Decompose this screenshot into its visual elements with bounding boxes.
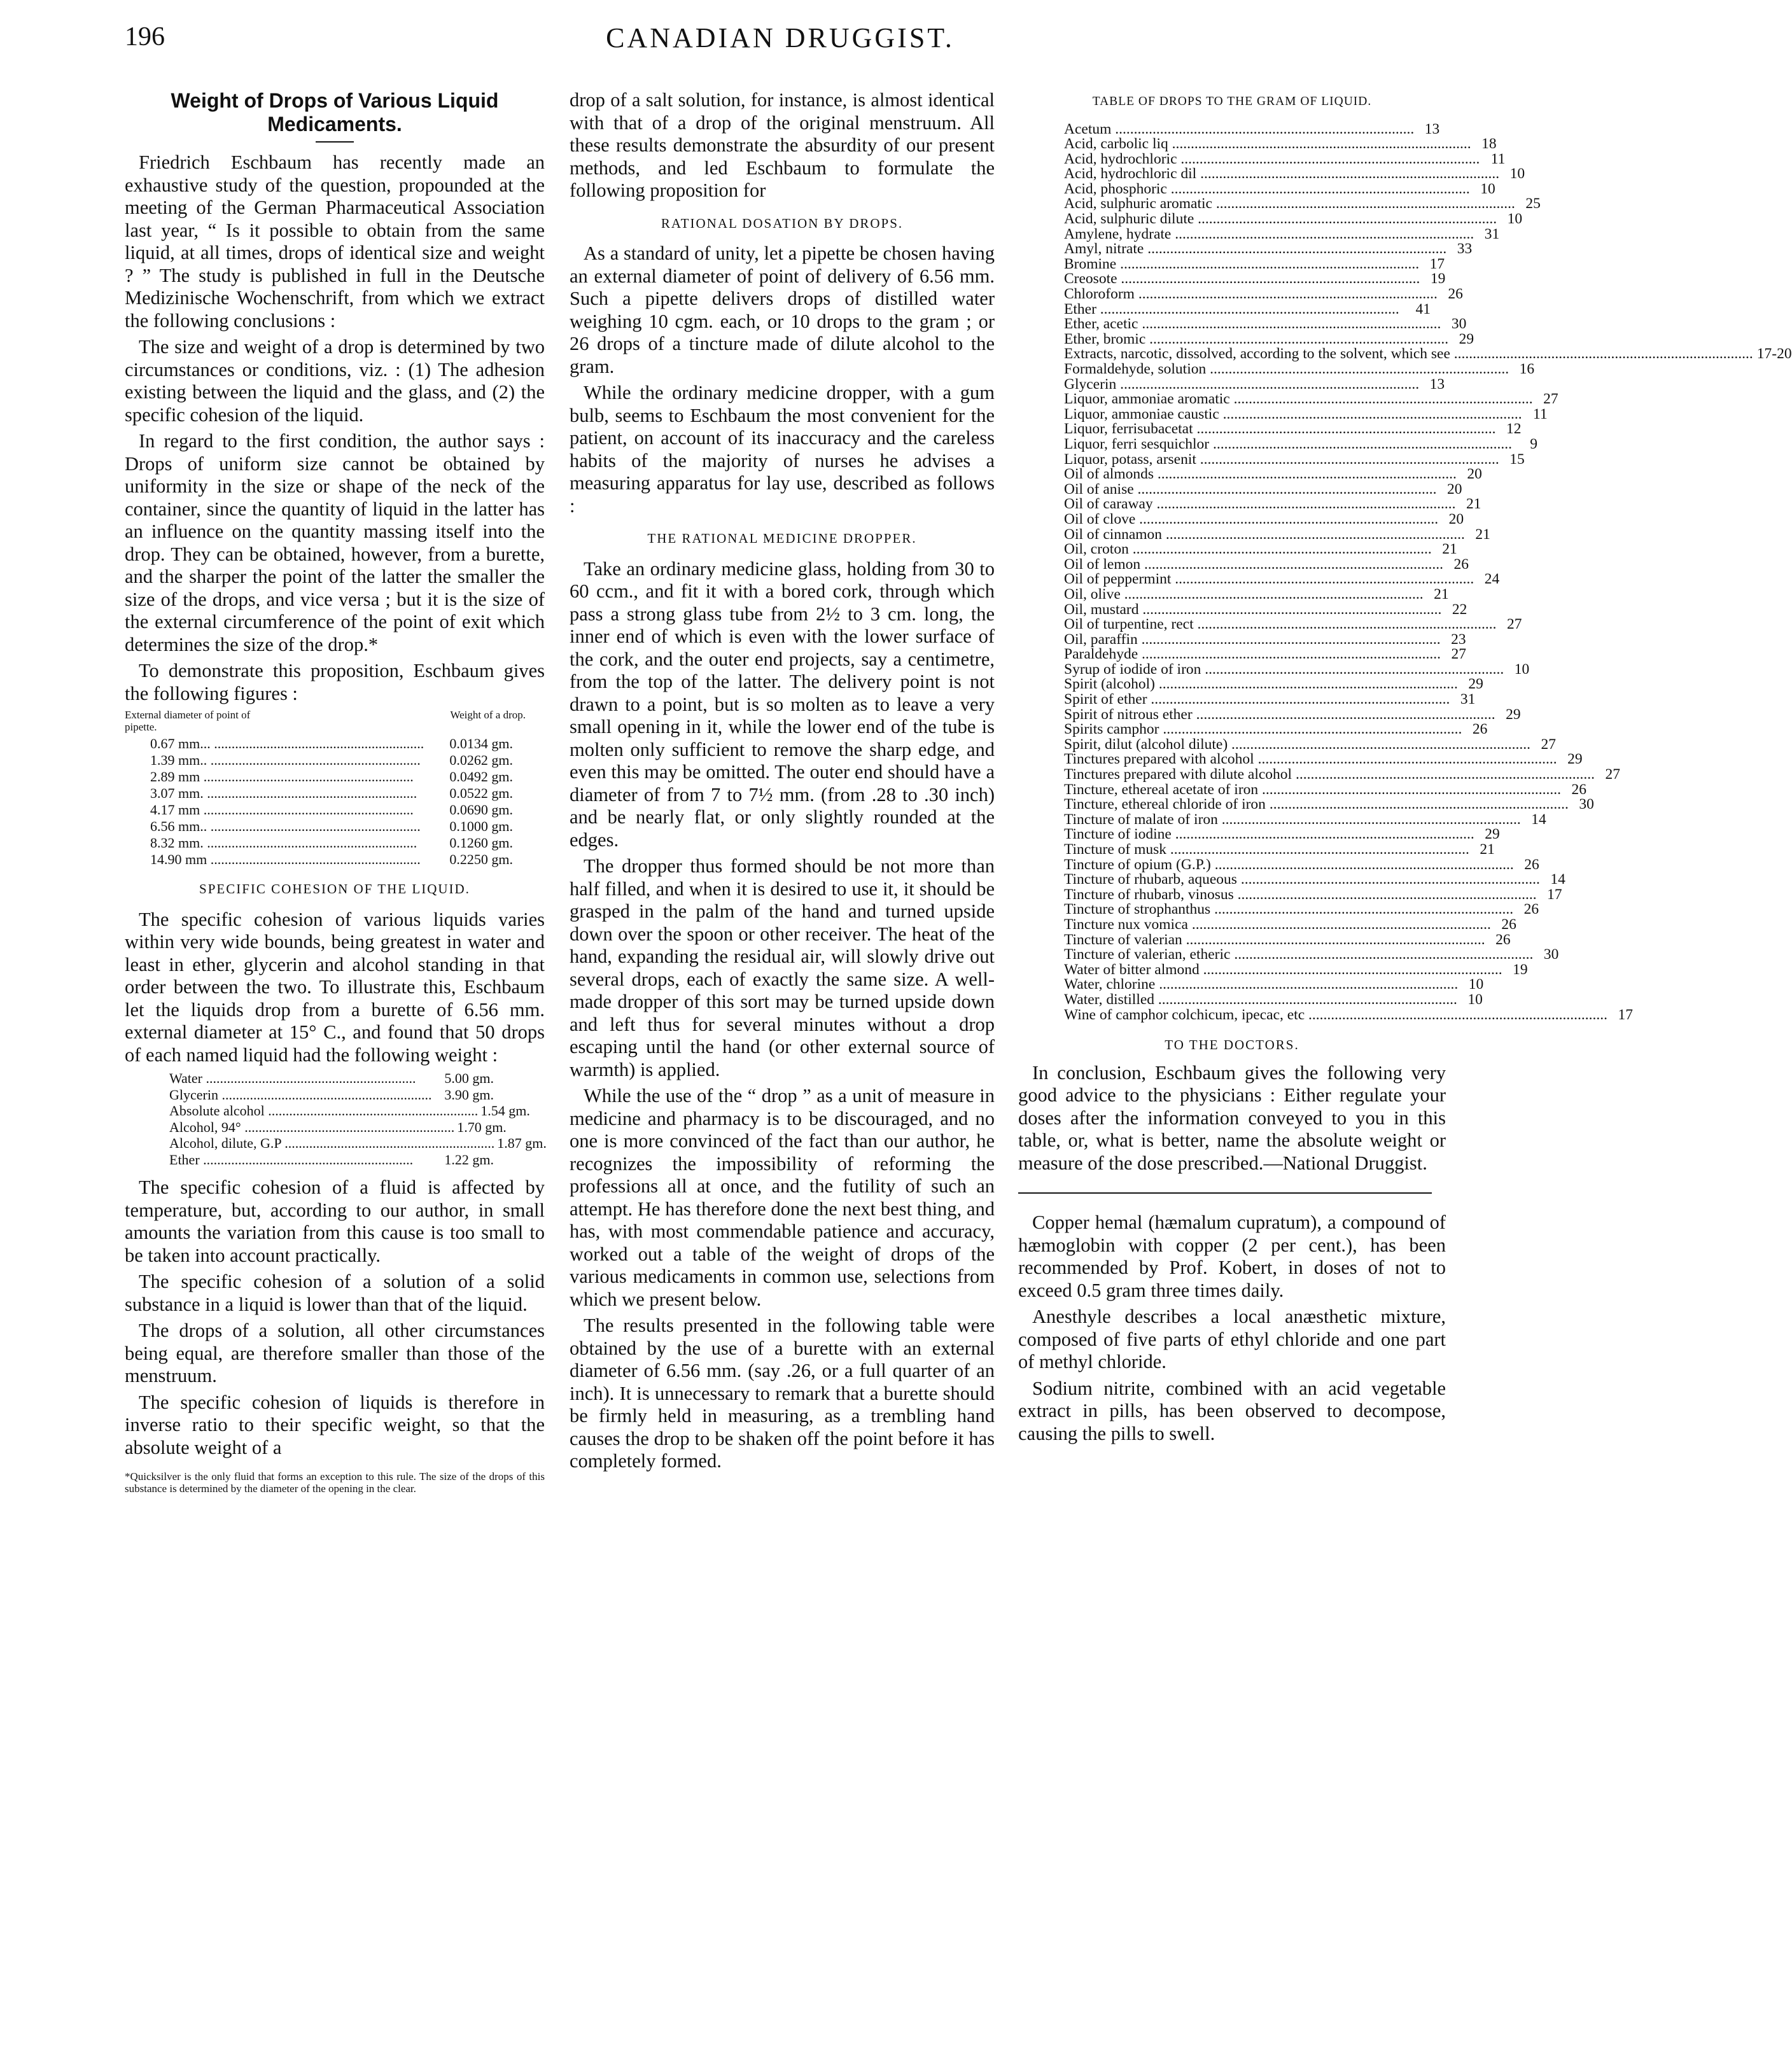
weight-cell: 1.54 gm.: [480, 1103, 530, 1119]
diameter-table-header: [125, 709, 545, 733]
medicament-cell: Creosote .....: [1064, 272, 1420, 287]
medicament-cell: Liquor, ferri sesquichlor .....: [1064, 437, 1512, 452]
weight-cell: 1.22 gm.: [444, 1151, 494, 1168]
paragraph: The dropper thus formed should be not more than half filled, and when it is desired to use it, it should be grasped in the palm of the hand and turned upside down over the spoon or other receiver. The heat of the hand, expanding the residual air, will slowly drive out several drops, each of exactly the same size. A well-made dropper of this sort may be turned upside down and left thus for several minutes without a drop escaping until the hand (or other external source of warmth) is applied.: [570, 855, 995, 1080]
medicament-cell: Spirit (alcohol) .....: [1064, 677, 1458, 692]
medicament-cell: Oil of peppermint .....: [1064, 572, 1474, 587]
weight-cell: 0.0522 gm.: [449, 785, 513, 801]
medicament-cell: Oil of almonds .....: [1064, 467, 1457, 482]
paragraph: In regard to the first condition, the author says : Drops of uniform size cannot be obtained by uniformity in the size or shape of the neck of the container, since the quantity of liquid in the latter has an influence on the quantity massing itself into the drop. They can be obtained, however, from a burette, and the sharper the point of the latter the smaller the size of the drops, and vice versa ; but it is the size of the external circumference of the point of exit which determines the size of the drop.*: [125, 430, 545, 655]
column-1: [125, 89, 545, 1495]
diameter-cell: 0.67 mm... .....: [150, 736, 447, 752]
table-row: [1064, 886, 1562, 903]
paragraph: The results presented in the following table were obtained by the use of a burette with an external diameter of 6.56 mm. (say .26, or a full quarter of an inch). It is unnecessary to remark that a burette should be firmly held in measuring, as a trembling hand causes the drop to be shaken off the point before it has completely formed.: [570, 1315, 995, 1472]
medicament-cell: Tinctures prepared with dilute alcohol .....: [1064, 767, 1595, 783]
medicament-cell: Tincture of musk .....: [1064, 842, 1469, 858]
liquid-weight-table: [125, 1070, 545, 1168]
table-row: [125, 835, 545, 851]
medicament-cell: Chloroform .....: [1064, 287, 1438, 302]
paragraph: The specific cohesion of a fluid is affected by temperature, but, according to our author, in small amounts the variation from this cause is too small to be taken into account practically.: [125, 1176, 545, 1266]
table-row: [1064, 931, 1511, 948]
drops-cell: 30: [1579, 796, 1594, 813]
table-row: [125, 736, 545, 752]
drops-cell: 30: [1543, 946, 1559, 963]
medicament-cell: Acid, hydrochloric .....: [1064, 152, 1480, 167]
drops-cell: 10: [1509, 165, 1525, 183]
drops-cell: 33: [1457, 241, 1473, 258]
table-row: [1064, 435, 1537, 452]
weight-cell: 1.87 gm.: [497, 1135, 547, 1151]
drops-cell: 26: [1571, 781, 1587, 798]
drops-cell: 20: [1467, 466, 1482, 483]
drops-cell: 29: [1468, 676, 1483, 693]
medicament-cell: Syrup of iodide of iron .....: [1064, 662, 1504, 678]
medicament-cell: Acid, carbolic liq .....: [1064, 137, 1471, 152]
table-row: [1064, 676, 1483, 693]
paragraph: Friedrich Eschbaum has recently made an exhaustive study of the question, propounded at the meeting of the German Pharmaceutical Association last year, “ Is it possible to obtain from the same liquid, at all times, drops of identical size and weight ? ” The study is published in full in the Deutsche Medizinische Wochenschrift, from which we extract the following conclusions :: [125, 151, 545, 332]
drops-cell: 27: [1506, 616, 1522, 633]
medicament-cell: Oil of lemon .....: [1064, 557, 1443, 573]
drops-cell: 27: [1541, 736, 1557, 753]
table-row: [1064, 555, 1469, 573]
diameter-column-header: External diameter of point of pipette.: [125, 709, 251, 733]
drops-cell: 15: [1509, 450, 1525, 468]
drops-cell: 21: [1466, 496, 1481, 513]
table-row: [1064, 571, 1500, 588]
section-heading: THE RATIONAL MEDICINE DROPPER.: [647, 531, 917, 546]
table-row: [1064, 585, 1449, 603]
weight-cell: 0.2250 gm.: [449, 851, 513, 867]
medicament-cell: Glycerin .....: [1064, 377, 1419, 393]
medicament-cell: Acid, phosphoric .....: [1064, 182, 1470, 197]
medicament-cell: Ether, bromic .....: [1064, 332, 1448, 347]
diameter-cell: 2.89 mm .....: [150, 769, 447, 785]
drops-cell: 19: [1513, 961, 1528, 978]
medicament-cell: Water of bitter almond .....: [1064, 963, 1502, 978]
paragraph: The drops of a solution, all other circumstances being equal, are therefore smaller than those of the menstruum.: [125, 1320, 545, 1386]
table-row: [1064, 391, 1558, 408]
medicament-cell: Acid, hydrochloric dil .....: [1064, 167, 1499, 182]
table-row: [1064, 165, 1525, 183]
drops-cell: 14: [1531, 811, 1546, 828]
table-row: [125, 769, 545, 785]
drops-cell: 26: [1448, 286, 1463, 303]
medicament-cell: Tincture of strophanthus .....: [1064, 902, 1513, 918]
table-row: [125, 802, 545, 818]
drops-cell: 16: [1519, 361, 1535, 377]
paragraph: While the ordinary medicine dropper, with a gum bulb, seems to Eschbaum the most convenient for the patient, on account of its inaccuracy and the careless habits of the majority of nurses he advises a measuring apparatus for lay use, described as follows :: [570, 382, 995, 517]
paragraph: The size and weight of a drop is determined by two circumstances or conditions, viz. : (1) The adhesion existing between the liquid and the glass, and (2) the specific cohesion of the liquid.: [125, 336, 545, 426]
paragraph: In conclusion, Eschbaum gives the following very good advice to the physicians : Either regulate your doses after the information conveyed to you in this table, or, what is better, name the absolute weight or measure of the dose prescribed.—National Druggist.: [1018, 1061, 1446, 1174]
drops-cell: 24: [1484, 571, 1500, 588]
medicament-cell: Spirit of nitrous ether .....: [1064, 708, 1495, 723]
drops-cell: 26: [1501, 916, 1516, 933]
footnote: *Quicksilver is the only fluid that forms an exception to this rule. The size of the drops of this substance is determined by the diameter of the opening in the clear.: [125, 1470, 545, 1495]
drops-cell: 10: [1514, 660, 1530, 678]
drops-cell: 10: [1467, 991, 1483, 1008]
table-row: [125, 1135, 545, 1152]
medicament-cell: Oil, mustard .....: [1064, 603, 1441, 618]
weight-cell: 0.0262 gm.: [449, 752, 513, 768]
drops-cell: 10: [1468, 976, 1484, 993]
medicament-cell: Tincture of valerian .....: [1064, 933, 1485, 948]
page-header: [125, 22, 1436, 66]
diameter-cell: 4.17 mm .....: [150, 802, 447, 818]
diameter-cell: 14.90 mm .....: [150, 851, 447, 868]
diameter-cell: 6.56 mm.. .....: [150, 818, 447, 835]
table-row: [1064, 421, 1522, 438]
drops-cell: 21: [1480, 841, 1495, 858]
liquid-cell: Water .....: [169, 1070, 442, 1087]
drops-cell: 26: [1453, 555, 1469, 573]
medicament-cell: Liquor, ammoniae aromatic .....: [1064, 392, 1533, 407]
table-row: [1064, 375, 1445, 393]
table-row: [1064, 466, 1482, 483]
table-row: [1064, 946, 1559, 963]
weight-cell: 0.0492 gm.: [449, 769, 513, 785]
diameter-cell: 8.32 mm. .....: [150, 835, 447, 851]
medicament-cell: Amylene, hydrate .....: [1064, 227, 1474, 242]
drops-cell: 10: [1480, 180, 1495, 197]
drops-cell: 31: [1460, 691, 1476, 708]
table-row: [1064, 195, 1541, 213]
weight-cell: 0.0690 gm.: [449, 802, 513, 818]
table-row: [1064, 646, 1467, 663]
column-2: [570, 89, 995, 1477]
diameter-cell: 1.39 mm.. .....: [150, 752, 447, 769]
section-heading: SPECIFIC COHESION OF THE LIQUID.: [199, 881, 470, 897]
medicament-cell: Spirit of ether .....: [1064, 692, 1450, 708]
drops-cell: 12: [1506, 421, 1522, 438]
table-row: [1064, 826, 1500, 843]
table-row: [125, 818, 545, 835]
medicament-cell: Tincture of rhubarb, aqueous .....: [1064, 872, 1540, 888]
section-heading: TO THE DOCTORS.: [1165, 1037, 1299, 1053]
table-row: [1064, 601, 1467, 618]
table-row: [1064, 361, 1535, 377]
table-row: [1064, 450, 1525, 468]
table-row: [1064, 991, 1483, 1008]
liquid-cell: Alcohol, dilute, G.P .....: [169, 1135, 494, 1152]
running-title: CANADIAN DRUGGIST.: [606, 22, 955, 53]
medicament-cell: Tincture of rhubarb, vinosus .....: [1064, 888, 1537, 903]
drops-cell: 41: [1415, 300, 1431, 318]
medicament-cell: Acid, sulphuric aromatic .....: [1064, 197, 1515, 212]
diameter-weight-table: [125, 709, 545, 868]
table-row: [1064, 856, 1539, 873]
medicament-cell: Tincture of opium (G.P.) .....: [1064, 858, 1514, 873]
medicament-cell: Spirit, dilut (alcohol dilute) .....: [1064, 737, 1530, 753]
drops-cell: 17-20: [1756, 345, 1792, 363]
table-row: [1064, 255, 1445, 272]
drops-cell: 21: [1434, 585, 1449, 603]
medicament-cell: Tincture nux vomica .....: [1064, 918, 1491, 933]
medicament-cell: Amyl, nitrate .....: [1064, 242, 1446, 257]
table-row: [1064, 330, 1474, 347]
liquid-cell: Absolute alcohol .....: [169, 1103, 478, 1119]
drops-cell: 25: [1525, 195, 1541, 213]
table-row: [1064, 811, 1546, 828]
table-row: [1064, 706, 1521, 723]
weight-cell: 3.90 gm.: [444, 1086, 494, 1103]
medicament-cell: Acetum .....: [1064, 122, 1414, 137]
title-rule: [316, 141, 354, 143]
drops-cell: 20: [1448, 510, 1464, 527]
drops-cell: 11: [1533, 405, 1548, 422]
table-row: [1064, 496, 1481, 513]
medicament-cell: Liquor, potass, arsenit .....: [1064, 452, 1499, 468]
drops-cell: 29: [1485, 826, 1500, 843]
article-title: Weight of Drops of Various Liquid Medicaments.: [171, 89, 499, 136]
drops-cell: 27: [1605, 766, 1620, 783]
drops-cell: 19: [1430, 270, 1446, 288]
medicament-cell: Tincture of malate of iron .....: [1064, 813, 1521, 828]
note-paragraph: Copper hemal (hæmalum cupratum), a compound of hæmoglobin with copper (2 per cent.), has been recommended by Prof. Kobert, in doses of not to exceed 0.5 gram three times daily.: [1018, 1211, 1446, 1301]
weight-cell: 0.0134 gm.: [449, 736, 513, 751]
drops-cell: 17: [1429, 255, 1445, 272]
weight-cell: 0.1260 gm.: [449, 835, 513, 851]
drops-cell: 18: [1481, 136, 1497, 153]
medicament-cell: Tincture, ethereal chloride of iron .....: [1064, 797, 1569, 813]
weight-cell: 1.70 gm.: [457, 1119, 507, 1135]
table-row: [1064, 211, 1523, 228]
drops-cell: 17: [1618, 1006, 1634, 1023]
table-row: [1064, 510, 1464, 527]
drops-cell: 11: [1490, 150, 1506, 167]
medicament-cell: Ether .....: [1064, 302, 1405, 318]
drops-cell: 22: [1452, 601, 1467, 618]
table-row: [125, 752, 545, 769]
table-row: [1064, 841, 1495, 858]
medicament-cell: Oil of cinnamon .....: [1064, 527, 1465, 543]
paragraph: While the use of the “ drop ” as a unit of measure in medicine and pharmacy is to be discouraged, and no one is more convinced of the fact than our author, he recognizes the impossibility of reforming the professions all at once, and the futility of such an attempt. He has therefore done the next best thing, and has, with most commendable patience and accuracy, worked out a table of the weight of drops of the various medicaments in common use, selections from which we present below.: [570, 1085, 995, 1310]
drops-cell: 20: [1447, 480, 1462, 498]
drops-cell: 30: [1451, 316, 1467, 333]
table-row: [1064, 302, 1431, 318]
table-row: [1064, 796, 1594, 813]
weight-cell: 5.00 gm.: [444, 1070, 494, 1086]
medicament-cell: Oil of caraway .....: [1064, 497, 1456, 512]
drops-cell: 29: [1506, 706, 1521, 723]
medicament-cell: Water, distilled .....: [1064, 993, 1457, 1008]
table-row: [125, 1119, 545, 1136]
table-row: [1064, 901, 1539, 918]
table-row: [1064, 241, 1473, 258]
table-row: [1064, 766, 1620, 783]
drops-table-title: TABLE OF DROPS TO THE GRAM OF LIQUID.: [1092, 95, 1372, 108]
medicament-cell: Tincture of iodine .....: [1064, 827, 1474, 842]
medicament-cell: Oil, paraffin .....: [1064, 632, 1441, 648]
medicament-cell: Acid, sulphuric dilute .....: [1064, 212, 1497, 227]
medicament-cell: Wine of camphor colchicum, ipecac, etc .....: [1064, 1008, 1607, 1023]
table-row: [125, 851, 545, 868]
medicament-cell: Oil, croton .....: [1064, 542, 1432, 557]
drops-cell: 17: [1547, 886, 1562, 903]
table-row: [1064, 976, 1484, 993]
table-row: [1064, 660, 1530, 678]
table-row: [125, 1103, 545, 1119]
medicament-cell: Oil of anise .....: [1064, 482, 1437, 498]
paragraph: Take an ordinary medicine glass, holding from 30 to 60 ccm., and fit it with a bored cork, through which pass a strong glass tube from 2½ to 3 cm. long, the inner end of which is even with the lower surface of the cork, and the outer end projects, say a centimetre, from the top of the latter. The delivery point is not drawn to a point, but is so molten as to leave a very small opening in it, while the lower end of the tube is molten only sufficient to remove the sharp edge, and even this may be omitted. The outer end should have a diameter of from 7 to 7½ mm. (from .28 to .30 inch) and be nearly flat, or only slightly rounded at the edges.: [570, 557, 995, 851]
liquid-cell: Ether .....: [169, 1152, 442, 1168]
table-row: [1064, 225, 1500, 242]
table-row: [125, 1152, 545, 1168]
drops-cell: 29: [1567, 751, 1583, 768]
medicament-cell: Ether, acetic .....: [1064, 317, 1441, 332]
drops-cell: 10: [1507, 211, 1523, 228]
medicament-cell: Extracts, narcotic, dissolved, according to the solvent, which see .....: [1064, 347, 1753, 362]
drops-cell: 29: [1459, 330, 1474, 347]
drops-table: [1018, 120, 1792, 1023]
table-row: [125, 1087, 545, 1103]
table-row: [1064, 150, 1506, 167]
drops-cell: 13: [1429, 375, 1445, 393]
table-row: [1064, 345, 1792, 363]
drops-cell: 26: [1472, 721, 1488, 738]
drops-cell: 31: [1484, 225, 1500, 242]
medicament-cell: Spirits camphor .....: [1064, 722, 1462, 737]
table-row: [1064, 480, 1462, 498]
weight-column-header: Weight of a drop.: [450, 709, 526, 721]
table-row: [1064, 270, 1446, 288]
drops-cell: 26: [1524, 856, 1539, 873]
table-row: [1064, 631, 1466, 648]
paragraph: The specific cohesion of various liquids varies within very wide bounds, being greatest in water and least in ether, glycerin and alcohol standing in that order between the two. To illustrate this, Eschbaum let the liquids drop from a burette of 6.56 mm. external diameter at 15° C., and found that 50 drops of each named liquid had the following weight :: [125, 908, 545, 1066]
page-number: 196: [125, 22, 165, 52]
drops-cell: 14: [1550, 871, 1565, 888]
drops-cell: 21: [1442, 541, 1457, 558]
table-row: [1064, 871, 1565, 888]
section-heading: RATIONAL DOSATION BY DROPS.: [661, 215, 904, 231]
table-row: [1064, 180, 1495, 197]
liquid-cell: Glycerin .....: [169, 1087, 442, 1103]
drops-cell: 9: [1530, 435, 1537, 452]
paragraph: The specific cohesion of a solution of a solid substance in a liquid is lower than that of the liquid.: [125, 1271, 545, 1315]
drops-cell: 26: [1523, 901, 1539, 918]
drops-cell: 23: [1451, 631, 1466, 648]
table-row: [1064, 120, 1440, 137]
table-row: [1064, 405, 1548, 422]
drops-cell: 13: [1424, 120, 1440, 137]
table-row: [1064, 1006, 1634, 1023]
table-row: [1064, 721, 1488, 738]
note-paragraph: Anesthyle describes a local anæsthetic mixture, composed of five parts of ethyl chloride and one part of methyl chloride.: [1018, 1306, 1446, 1373]
paragraph: The specific cohesion of liquids is therefore in inverse ratio to their specific weight, so that the absolute weight of a: [125, 1391, 545, 1458]
diameter-cell: 3.07 mm. .....: [150, 785, 447, 802]
table-row: [1064, 751, 1583, 768]
drops-cell: 21: [1475, 526, 1490, 543]
medicament-cell: Tincture, ethereal acetate of iron .....: [1064, 783, 1561, 798]
medicament-cell: Liquor, ammoniae caustic .....: [1064, 407, 1522, 422]
note-paragraph: Sodium nitrite, combined with an acid vegetable extract in pills, has been observed to decompose, causing the pills to swell.: [1018, 1377, 1446, 1444]
medicament-cell: Water, chlorine .....: [1064, 977, 1458, 993]
table-row: [1064, 961, 1528, 978]
table-row: [1064, 136, 1497, 153]
table-row: [1064, 916, 1516, 933]
table-row: [1064, 781, 1587, 798]
medicament-cell: Tincture of valerian, etheric .....: [1064, 947, 1533, 963]
drops-cell: 27: [1543, 391, 1558, 408]
medicament-cell: Tinctures prepared with alcohol .....: [1064, 752, 1557, 767]
medicament-cell: Liquor, ferrisubacetat .....: [1064, 422, 1496, 437]
separator-rule: [1018, 1192, 1432, 1194]
drops-cell: 27: [1451, 646, 1467, 663]
medicament-cell: Formaldehyde, solution .....: [1064, 362, 1509, 377]
paragraph: To demonstrate this proposition, Eschbaum gives the following figures :: [125, 660, 545, 704]
table-row: [1064, 286, 1463, 303]
table-row: [125, 785, 545, 802]
table-row: [1064, 316, 1467, 333]
table-row: [1064, 616, 1522, 633]
table-row: [1064, 541, 1457, 558]
medicament-cell: Oil of clove .....: [1064, 512, 1438, 527]
table-row: [1064, 526, 1490, 543]
drops-cell: 26: [1495, 931, 1511, 948]
paragraph: As a standard of unity, let a pipette be chosen having an external diameter of point of delivery of 6.56 mm. Such a pipette delivers drops of distilled water weighing 10 cgm. each, or 10 drops to the gram ; or 26 drops of a tincture made of dilute alcohol to the gram.: [570, 242, 995, 377]
medicament-cell: Bromine .....: [1064, 257, 1419, 272]
medicament-cell: Oil, olive .....: [1064, 587, 1424, 603]
table-row: [125, 1070, 545, 1087]
weight-cell: 0.1000 gm.: [449, 818, 513, 834]
medicament-cell: Oil of turpentine, rect .....: [1064, 617, 1496, 632]
paragraph: drop of a salt solution, for instance, is almost identical with that of a drop of the original menstruum. All these results demonstrate the absurdity of our present methods, and led Eschbaum to formulate the following proposition for: [570, 89, 995, 201]
table-row: [1064, 736, 1557, 753]
liquid-cell: Alcohol, 94° .....: [169, 1119, 454, 1136]
medicament-cell: Paraldehyde .....: [1064, 647, 1441, 662]
column-3: [1018, 89, 1792, 1449]
table-row: [1064, 691, 1476, 708]
